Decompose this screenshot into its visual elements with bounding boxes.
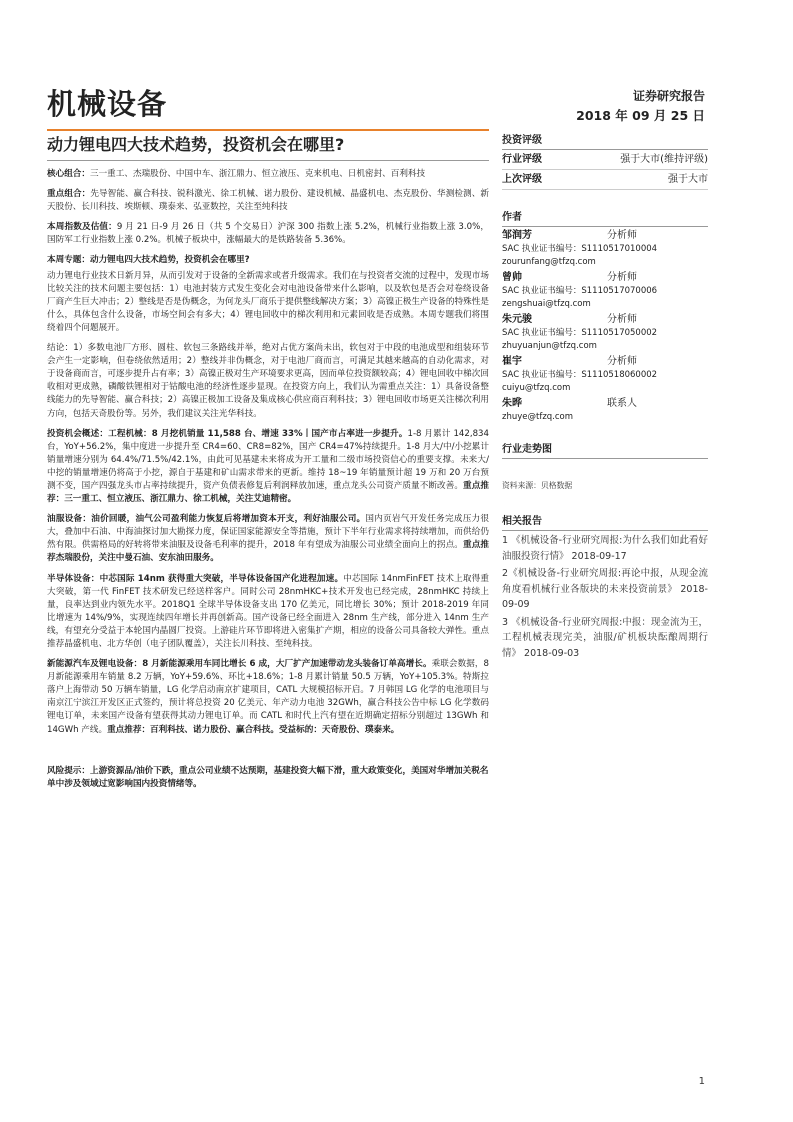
author-entry bbox=[502, 397, 708, 424]
oil-service-para bbox=[47, 513, 489, 565]
author-cert: SAC 执业证书编号：S1110517010004 bbox=[502, 244, 658, 254]
construction-machinery-para bbox=[47, 428, 489, 507]
related-report-link[interactable]: 2《机械设备-行业研究周报:再论中报，从现金流角度看机械行业各版块的未来投资前景》 2018-09-09 bbox=[502, 568, 708, 610]
para-tail: 重点推荐杰瑞股份，关注中曼石油、安东油田服务。 bbox=[47, 540, 489, 564]
para-label: 半导体设备：中芯国际 14nm 获得重大突破，半导体设备国产化进程加速。 bbox=[47, 573, 344, 584]
author-role: 分析师 bbox=[607, 356, 637, 367]
para-text: 国内页岩气开发任务完成压力很大，叠加中石油、中海油探讨加大勘探力度，保证国家能源安全等措施，预计下半年行业需求将持续增加，而供给仍然有限。供需格局的好转将带来油服及设备毛利率的提升，2018 年有望成为油服公司业绩全面向上的拐点。 bbox=[47, 514, 489, 551]
report-type: 证券研究报告 bbox=[632, 89, 705, 103]
sidebar bbox=[502, 129, 708, 661]
related-title: 相关报告 bbox=[502, 510, 708, 531]
semiconductor-para bbox=[47, 573, 489, 652]
author-cert: SAC 执业证书编号：S1110518060002 bbox=[502, 370, 658, 380]
rating-title: 投资评级 bbox=[502, 129, 708, 150]
author-entry bbox=[502, 271, 708, 311]
author-name: 朱元骏 bbox=[502, 314, 532, 325]
author-entry bbox=[502, 355, 708, 395]
author-role: 联系人 bbox=[607, 398, 637, 409]
para-label: 本周专题：动力锂电四大技术趋势，投资机会在哪里? bbox=[47, 255, 250, 266]
para-label: 核心组合： bbox=[47, 169, 90, 179]
author-role: 分析师 bbox=[607, 272, 637, 283]
related-report-link[interactable]: 3 《机械设备-行业研究周报:中报：现金流为王，工程机械表现完美，油服/矿机板块酝酿周期行情》 2018-09-03 bbox=[502, 616, 708, 659]
rating-key: 上次评级 bbox=[502, 174, 542, 185]
weekly-index-para bbox=[47, 221, 489, 247]
para-text: 乘联会数据，8 月新能源乘用车销量 8.2 万辆，YoY+59.6%、环比+18.6%；1-8 月累计销量 50.5 万辆，YoY+105.3%。特斯拉落户上海带动 50 万辆车销量，LG 化学启动南京扩建项目，CATL 大规模招标开启。7 月韩国 LG 化学的电池项目与南京江宁滨江开发区正式签约，预计将总投资 20 亿美元、年产动力电池 32GWh，赢合科技公告中标 LG 化学数码锂电订单，未来国产设备有望获得其动力锂电订单。而 CATL 和时代上汽有望在近期确定招标分别超过 13GWh 和 14GWh 产线。 bbox=[47, 659, 490, 735]
page-number: 1 bbox=[698, 1076, 705, 1087]
trend-title: 行业走势图 bbox=[502, 438, 708, 459]
author-entry bbox=[502, 229, 708, 269]
para-tail: 重点推荐：三一重工、恒立液压、浙江鼎力、徐工机械，关注艾迪精密。 bbox=[47, 480, 489, 505]
industry-title: 机械设备 bbox=[47, 87, 168, 121]
trend-source: 资料来源：贝格数据 bbox=[502, 481, 573, 490]
main-column bbox=[47, 129, 489, 792]
para-label: 重点组合： bbox=[47, 189, 91, 200]
para-label: 本周指数及估值： bbox=[47, 222, 117, 233]
rating-key: 行业评级 bbox=[502, 154, 542, 165]
para-text: 结论：1）多数电池厂方形、圆柱、软包三条路线并举，绝对占优方案尚未出，软包对于中段的电池成型和组装环节会产生一定影响，但卷绕依然适用；2）整线并非伪概念，对于电池厂商而言，可满足其越来越高的自动化需求，对于设备商而言，可逐步提升占有率；3）高镍正极对生产环境要求更高，因而单位投资额较高；4）锂电回收中梯次回收相对更成熟，磷酸铁锂相对于钴酸电池的经济性逐步显现。在投资方向上，我们认为需重点关注：1）具备设备整线能力的先导智能、赢合科技；2）高镍正极加工设备及集成核心供应商百利科技；3）锂电回收市场更关注梯次利用方向，包括天奇股份等。另外，我们建议关注光华科技。 bbox=[47, 343, 489, 419]
core-portfolio-para bbox=[47, 168, 489, 181]
para-label: 新能源汽车及锂电设备：8 月新能源乘用车同比增长 6 成，大厂扩产加速带动龙头装备订单高增长。 bbox=[47, 659, 432, 670]
rating-row-previous bbox=[502, 170, 708, 190]
author-name: 崔宇 bbox=[502, 356, 522, 367]
headline-box bbox=[47, 129, 489, 161]
para-text: 先导智能、赢合科技、锐科激光、徐工机械、诺力股份、建设机械、晶盛机电、杰克股份、华测检测、新天股份、长川科技、埃斯顿、璞泰来、弘亚数控，关注至纯科技 bbox=[47, 189, 489, 213]
rating-row-industry bbox=[502, 150, 708, 170]
author-cert: SAC 执业证书编号：S1110517050002 bbox=[502, 328, 658, 338]
author-role: 分析师 bbox=[607, 230, 637, 241]
new-energy-para bbox=[47, 658, 489, 737]
para-text: 动力锂电行业技术日新月异，从而引发对于设备的全新需求或者升级需求。我们在与投资者交流的过程中，发现市场比较关注的技术问题主要包括：1）电池封装方式发生变化会对电池设备带来什么影响，以及软包是否会对卷绕设备厂商产生巨大冲击；2）整线是否是伪概念，为何龙头厂商乐于提供整线解决方案；3）高镍正极生产设备的特殊性是什么，具体包含什么设备，市场空间会有多大；4）锂电回收中的梯次利用和元素回收是否成熟。本周专题我们将围绕着四个问题展开。 bbox=[47, 270, 489, 333]
weekly-topic-heading bbox=[47, 254, 489, 267]
para-text: 中芯国际 14nmFinFET 技术上取得重大突破，第一代 FinFET 技术研发已经送样客户。同时公司 28nmHKC+技术开发也已经完成，28nmHKC 持续上量，良率达到业内领先水平。2018Q1 全球半导体设备支出 170 亿美元，同比增长 30%；预计 2018-2019 年同比增速为 14%/9%，实现连续四年增长并再创新高。国产设备已经全面进入 28nm 生产线，部分进入 14nm 生产线，有望充分受益于本轮国内晶圆厂投资。上游硅片环节即将进入密集扩产期，相应的设备公司具备较大弹性。重点推荐晶盛机电、北方华创（电子团队覆盖），关注长川科技、至纯科技。 bbox=[47, 573, 489, 649]
para-label: 投资机会概述：工程机械：8 月挖机销量 11,588 台、增速 33%丨国产市占率进一步提升。 bbox=[47, 428, 408, 439]
conclusion-para bbox=[47, 342, 489, 421]
key-portfolio-para bbox=[47, 188, 489, 214]
authors-title: 作者 bbox=[502, 206, 708, 227]
headline: 动力锂电四大技术趋势，投资机会在哪里? bbox=[47, 135, 345, 154]
author-email[interactable]: cuiyu@tfzq.com bbox=[502, 383, 571, 393]
author-email[interactable]: zengshuai@tfzq.com bbox=[502, 299, 591, 309]
para-text: 三一重工、杰瑞股份、中国中车、浙江鼎力、恒立液压、克来机电、日机密封、百利科技 bbox=[89, 169, 426, 179]
related-report-link[interactable]: 1 《机械设备-行业研究周报:为什么我们如此看好油服投资行情》 2018-09-17 bbox=[502, 535, 708, 562]
author-name: 曾帅 bbox=[502, 272, 522, 283]
author-role: 分析师 bbox=[607, 314, 637, 325]
author-entry bbox=[502, 313, 708, 353]
author-name: 邹润芳 bbox=[502, 230, 532, 241]
author-name: 朱晔 bbox=[502, 398, 522, 409]
risk-warning: 风险提示：上游资源品/油价下跌，重点公司业绩不达预期，基建投资大幅下滑，重大政策变化，美国对华增加关税名单中涉及领域过宽影响国内投资情绪等。 bbox=[47, 765, 489, 790]
topic-intro-para bbox=[47, 270, 489, 335]
author-cert: SAC 执业证书编号：S1110517070006 bbox=[502, 286, 658, 296]
para-label: 油服设备：油价回暖，油气公司盈利能力恢复后将增加资本开支，利好油服公司。 bbox=[47, 514, 366, 525]
rating-value: 强于大市(维持评级) bbox=[620, 154, 708, 165]
para-tail: 重点推荐：百利科技、诺力股份、赢合科技。受益标的：天奇股份、璞泰来。 bbox=[107, 724, 400, 735]
author-email[interactable]: zourunfang@tfzq.com bbox=[502, 257, 596, 267]
rating-value: 强于大市 bbox=[668, 174, 708, 185]
report-date: 2018 年 09 月 25 日 bbox=[576, 108, 705, 123]
para-text: 9 月 21 日-9 月 26 日（共 5 个交易日）沪深 300 指数上涨 5.2%，机械行业指数上涨 3.0%，国防军工行业指数上涨 0.2%。机械子板块中，涨幅最大的是铁路装备 5.36%。 bbox=[47, 222, 489, 246]
author-email[interactable]: zhuyuanjun@tfzq.com bbox=[502, 341, 597, 351]
para-text: 1-8 月累计 142,834 台，YoY+56.2%，集中度进一步提升至 CR4=60、CR8=82%，国产 CR4=47%持续提升。1-8 月大/中/小挖累计销量增速分别为 64.4%/71.5%/42.1%，由此可见基建未来将成为开工量和二级市场投资信心的重要支撑。未来大/中挖的销量增速仍将高于小挖，源自于基建和矿山需求带来的更新。维持 18~19 年销量预计超 19 万和 20 万台预测不变，国产四强龙头市占率持续提升，资产负债表修复后利润释放加速，重点龙头公司资产质量不断改善。 bbox=[47, 428, 489, 491]
author-email[interactable]: zhuye@tfzq.com bbox=[502, 412, 574, 422]
